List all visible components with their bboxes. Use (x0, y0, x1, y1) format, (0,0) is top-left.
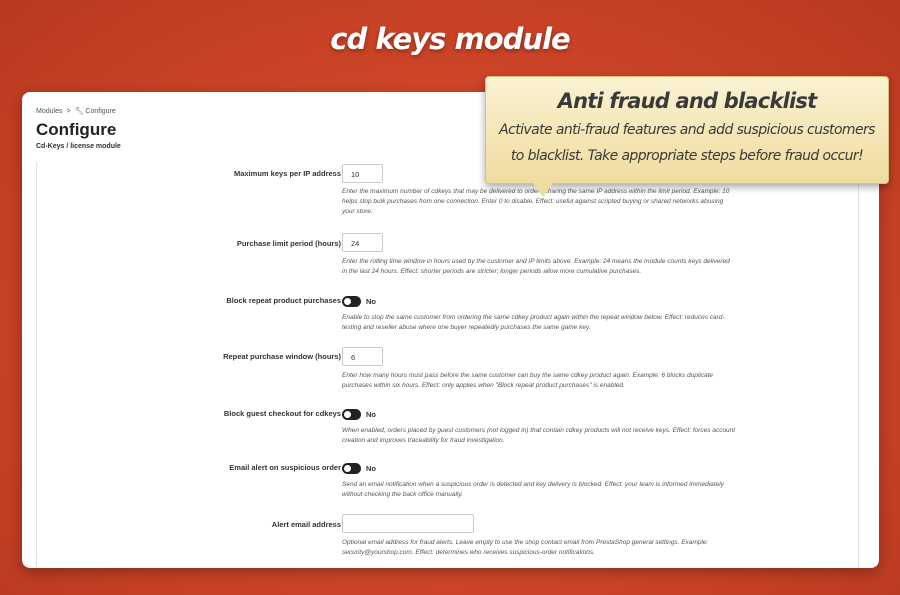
field-help: Optional email address for fraud alerts. Leave empty to use the shop contact email from PrestaShop general settings. Example: security@yourshop.com. Effect: determines who receives suspicious-order notifications. (342, 539, 709, 556)
toggle-label: No (366, 297, 376, 306)
form-panel (36, 162, 859, 568)
field-help: Enter the rolling time window in hours used by the customer and IP limits above. Example: 24 means the module counts keys delivered in the last 24 hours. Effect: shorter periods are stricter; longer periods allow more cumulative purchases. (342, 258, 730, 275)
toggle-switch[interactable] (342, 409, 361, 420)
toggle-label: No (366, 410, 376, 419)
field-label: Maximum keys per IP address (234, 169, 341, 178)
limit-period-input[interactable]: 24 (342, 233, 383, 252)
page-subtitle: Cd-Keys / license module (36, 143, 121, 150)
banner-title: cd keys module (330, 22, 570, 56)
callout-text-line: Activate anti-fraud features and add suspicious customers (499, 122, 875, 138)
repeat-window-input[interactable]: 6 (342, 347, 383, 366)
callout-text-line: to blacklist. Take appropriate steps before fraud occur! (510, 148, 864, 164)
field-label: Email alert on suspicious order (229, 463, 341, 472)
callout-title: Anti fraud and blacklist (557, 89, 817, 113)
breadcrumb-modules-link[interactable]: Modules (36, 108, 63, 115)
breadcrumb-separator: > (66, 108, 71, 115)
field-help: Send an email notification when a suspicious order is detected and key delivery is blocked. Effect: your team is informed immediately without checking the back office manually. (342, 481, 724, 498)
field-help: Enter how many hours must pass before the same customer can buy the same cdkey product again. Example: 6 blocks duplicate purchases within six hours. Effect: only applies when "Block repeat product purchases" is enabled. (342, 372, 714, 389)
page-title: Configure (36, 120, 117, 139)
toggle-label: No (366, 464, 376, 473)
max-keys-ip-input[interactable]: 10 (342, 164, 383, 183)
field-help: Enter the maximum number of cdkeys that may be delivered to orders sharing the same IP address within the limit period. Example: 10 helps stop bulk purchases from one connection. Enter 0 to disable. Effect: useful against scripted buying or shared networks abusing your store. (342, 188, 730, 215)
field-label: Repeat purchase window (hours) (223, 352, 341, 361)
field-label: Block repeat product purchases (226, 296, 341, 305)
feature-callout (485, 76, 889, 184)
breadcrumb (36, 107, 116, 115)
field-label: Purchase limit period (hours) (236, 239, 341, 248)
field-label: Alert email address (271, 520, 341, 529)
wrench-icon: 🔧︎ (74, 108, 84, 115)
field-help: When enabled, orders placed by guest customers (not logged in) that contain cdkey products will not receive keys. Effect: forces account creation and improves traceability for fraud investigation. (342, 427, 736, 444)
field-label: Block guest checkout for cdkeys (223, 409, 341, 418)
toggle-switch[interactable] (342, 296, 361, 307)
toggle-switch[interactable] (342, 463, 361, 474)
callout-pointer (533, 183, 553, 197)
field-help: Enable to stop the same customer from ordering the same cdkey product again within the repeat window below. Effect: reduces card- testing and reseller abuse where one buyer repeatedly purchases the same game key. (342, 314, 725, 331)
alert-email-input[interactable] (342, 514, 474, 533)
breadcrumb-configure: Configure (85, 108, 116, 115)
